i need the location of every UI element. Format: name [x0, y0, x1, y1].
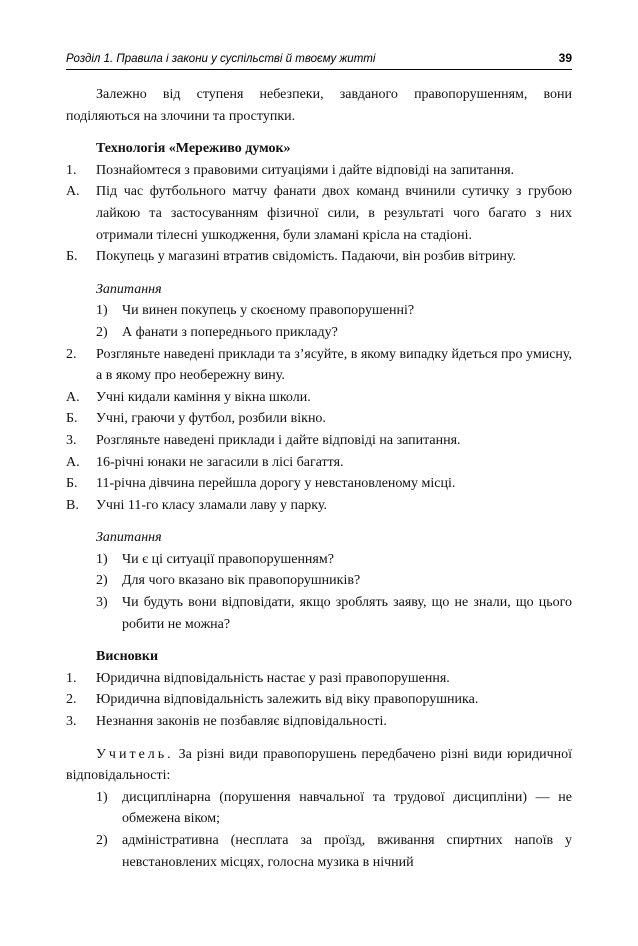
teacher-text: За різні види правопорушень передбачено різні види юридичної відповідальності:: [66, 746, 572, 784]
questions-heading: Запитання: [96, 281, 162, 297]
page-body: [66, 84, 572, 873]
question-item: [96, 549, 572, 571]
question-number: 2): [96, 573, 108, 589]
example-label: Б.: [66, 476, 78, 492]
liability-number: 1): [96, 789, 108, 805]
liability-item: [96, 787, 572, 830]
example-label: А.: [66, 184, 80, 200]
example-item: [66, 181, 572, 246]
question-text: Чи будуть вони відповідати, якщо зроблять заяву, що не знали, що цього робити не можна?: [122, 595, 572, 632]
conclusion-item: [66, 689, 572, 711]
page-header: [66, 48, 572, 70]
example-label: Б.: [66, 249, 78, 265]
example-label: В.: [66, 497, 79, 513]
example-item: [66, 473, 572, 495]
example-text: 11-річна дівчина перейшла дорогу у невстановленому місці.: [96, 476, 456, 492]
liability-text: дисциплінарна (порушення навчальної та трудової дисципліни) — не обмежена віком;: [122, 789, 572, 827]
example-label: А.: [66, 389, 80, 405]
example-text: Покупець у магазині втратив свідомість. Падаючи, він розбив вітрину.: [96, 249, 517, 265]
example-text: Учні, граючи у футбол, розбили вікно.: [96, 411, 326, 427]
question-item: [96, 592, 572, 635]
task-number: 3.: [66, 432, 77, 448]
task-text: Познайомтеся з правовими ситуаціями і дайте відповіді на запитання.: [96, 162, 515, 178]
liability-number: 2): [96, 833, 108, 848]
liability-item: [96, 830, 572, 873]
example-item: [66, 452, 572, 474]
example-item: [66, 387, 572, 409]
question-text: Для чого вказано вік правопорушників?: [122, 573, 361, 589]
example-text: Під час футбольного матчу фанати двох команд вчинили сутичку з грубою лайкою та застосуванням фізичної сили, в результаті чого багато з них отримали тілесні ушкодження, були зламані крісла на стадіоні.: [96, 184, 572, 243]
question-item: [96, 300, 572, 322]
questions-heading: Запитання: [96, 530, 162, 546]
question-number: 1): [96, 551, 108, 567]
question-text: Чи винен покупець у скоєному правопорушенні?: [122, 303, 415, 319]
question-item: [96, 570, 572, 592]
conclusion-number: 3.: [66, 714, 77, 730]
question-text: Чи є ці ситуації правопорушенням?: [122, 551, 334, 567]
teacher-speaker: Учитель.: [96, 746, 174, 762]
task-number: 2.: [66, 346, 77, 362]
task-text: Розгляньте наведені приклади та з’ясуйте, в якому випадку йдеться про умисну, а в якому про необережну вину.: [96, 346, 572, 384]
teacher-paragraph: [66, 744, 572, 787]
liability-text: адміністративна (несплата за проїзд, вживання спиртних напоїв у невстановлених місцях, голосна музика в нічний: [122, 833, 572, 870]
example-label: Б.: [66, 411, 78, 427]
task-1: [66, 160, 572, 182]
conclusion-text: Юридична відповідальність настає у разі правопорушення.: [96, 670, 450, 686]
example-text: Учні кидали каміння у вікна школи.: [96, 389, 311, 405]
example-text: Учні 11-го класу зламали лаву у парку.: [96, 497, 327, 513]
technology-heading: Технологія «Мереживо думок»: [96, 141, 291, 157]
question-number: 2): [96, 324, 108, 340]
conclusion-number: 2.: [66, 692, 77, 708]
page-number: 39: [558, 51, 572, 65]
example-item: [66, 495, 572, 517]
question-number: 1): [96, 303, 108, 319]
conclusion-item: [66, 668, 572, 690]
question-item: [96, 322, 572, 344]
conclusion-text: Юридична відповідальність залежить від віку правопорушника.: [96, 692, 479, 708]
example-item: [66, 246, 572, 268]
intro-paragraph: Залежно від ступеня небезпеки, завданого правопорушенням, вони поділяються на злочини та проступки.: [66, 87, 572, 124]
example-item: [66, 408, 572, 430]
running-title: Розділ 1. Правила і закони у суспільстві й твоєму житті: [66, 53, 376, 65]
conclusion-number: 1.: [66, 670, 77, 686]
example-label: А.: [66, 454, 80, 470]
task-2: [66, 344, 572, 387]
question-text: А фанати з попереднього прикладу?: [122, 324, 338, 340]
task-3: [66, 430, 572, 452]
question-number: 3): [96, 595, 108, 611]
example-text: 16-річні юнаки не загасили в лісі багаття.: [96, 454, 344, 470]
conclusion-text: Незнання законів не позбавляє відповідальності.: [96, 714, 387, 730]
task-text: Розгляньте наведені приклади і дайте відповіді на запитання.: [96, 432, 461, 448]
task-number: 1.: [66, 162, 77, 178]
conclusion-item: [66, 711, 572, 733]
conclusions-heading: Висновки: [96, 649, 159, 665]
